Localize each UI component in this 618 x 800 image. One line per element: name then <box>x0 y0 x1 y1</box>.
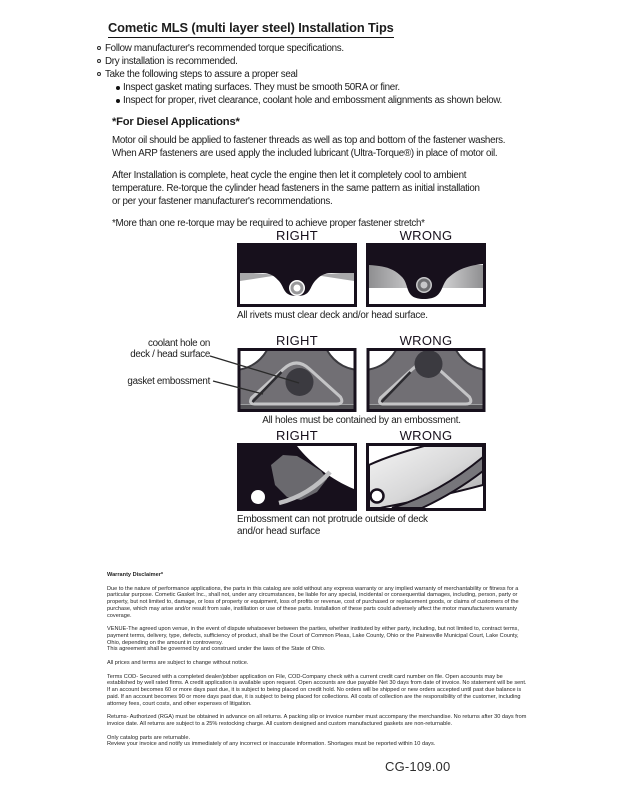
diesel-applications-section <box>112 116 505 239</box>
warranty-paragraph: VENUE-The agreed upon venue, in the event of dispute whatsoever between the parties, whether instituted by either party, including, but not limited to, contract terms, payment terms, delivery, type, defects, sufficiency of product, shall be the Court of Common Pleas, Lake County, Ohio or the Painesville Municipal Court, Lake County, Ohio, depending on the amount in controversy. <box>107 626 519 646</box>
list-item <box>97 69 502 82</box>
hollow-bullet-icon <box>97 72 101 76</box>
caption-line: and/or head surface <box>237 525 321 537</box>
figure-caption <box>237 514 486 537</box>
warranty-disclaimer <box>107 572 528 755</box>
paragraph-line: *More than one re-torque may be required to achieve proper fastener stretch* <box>112 218 425 229</box>
paragraph-line: Motor oil should be applied to fastener threads as well as top and bottom of the fastener washers. <box>112 135 506 146</box>
list-item <box>97 43 502 56</box>
warranty-paragraph: Returns- Authorized (RGA) must be obtained in advance on all returns. A packing slip or invoice number must accompany the merchandise. No returns after 30 days from invoice date. All returns are subject to a 25% restocking charge. All custom designed and custom manufactured gaskets are non-returnable. <box>107 714 527 727</box>
embossment-right-diagram <box>237 443 357 511</box>
figure-caption: All holes must be contained by an embossment. <box>262 415 461 426</box>
page-title: Cometic MLS (multi layer steel) Installation Tips <box>108 20 394 38</box>
right-label: RIGHT <box>276 428 318 443</box>
warranty-paragraph: Review your invoice and notify us immediately of any incorrect or inaccurate information. Shortages must be reported within 10 days. <box>107 741 436 748</box>
tip-text: Take the following steps to assure a proper seal <box>105 69 298 80</box>
caption-line: Embossment can not protrude outside of deck <box>237 514 428 525</box>
warranty-paragraph: This agreement shall be governed by and construed under the laws of the State of Ohio. <box>107 646 326 653</box>
paragraph-line: When ARP fasteners are used apply the included lubricant (Ultra-Torque®) in place of motor oil. <box>112 148 498 159</box>
warranty-paragraph: Due to the nature of performance applications, the parts in this catalog are sold without any express warranty or any implied warranty of merchantability or fitness for a particular purpose. Cometic Gasket Inc., shall not, under any circumstances, be liable for any special, incidental or consequential damages, including, person, party or property, but not limited to, damage, or loss of property or equipment, loss of profits or revenue, cost of purchased or replacement goods, or claims of customers of the purchase, which may arise and/or result from sale, instillation or use of these parts. Installation of these parts could adversely affect the motor manufacturers warranty coverage. <box>107 585 519 619</box>
list-item <box>97 56 502 69</box>
paragraph-line: or per your fastener manufacturer's recommendations. <box>112 196 333 207</box>
list-item <box>116 82 502 95</box>
filled-bullet-icon <box>116 86 120 90</box>
annotation-coolant-hole: coolant hole on <box>148 338 210 349</box>
paragraph-line: temperature. Re-torque the cylinder head fasteners in the same pattern as initial installation <box>112 183 480 194</box>
right-label: RIGHT <box>276 333 318 348</box>
embossment-wrong-diagram <box>366 443 486 511</box>
tip-text: Inspect for proper, rivet clearance, coolant hole and embossment alignments as shown below. <box>123 95 502 106</box>
paragraph <box>112 169 505 208</box>
filled-bullet-icon <box>116 99 120 103</box>
list-item <box>116 95 502 108</box>
annotation-gasket-embossment: gasket embossment <box>127 376 210 387</box>
hole-wrong-diagram <box>366 348 486 412</box>
figure-rivet-clearance <box>237 228 486 322</box>
figure-caption: All rivets must clear deck and/or head surface. <box>237 310 428 321</box>
warranty-heading: Warranty Disclaimer* <box>107 572 164 578</box>
wrong-label: WRONG <box>399 428 453 443</box>
warranty-paragraph: Terms COD- Secured with a completed dealer/jobber application on File, COD-Company check with a current credit card number on file. Open accounts may be established by well rated firms. A credit application is available upon request. Open accounts are due payable Net 30 days from date of invoice. No statement will be sent. If an account becomes 60 or more days past due, it is subject to being placed on credit hold. No orders will be shipped or new orders accepted until past due balance is paid. If an account becomes 90 or more days past due, it is subject to being placed for collections. All costs of collection are the responsibility of the customer, including attorney fees, court costs, and other expenses of litigation. <box>107 673 527 707</box>
rivet-wrong-diagram <box>366 243 486 307</box>
tip-text: Inspect gasket mating surfaces. They must be smooth 50RA or finer. <box>123 82 400 93</box>
figure-annotations <box>96 338 210 387</box>
annotation-coolant-hole: deck / head surface <box>130 349 210 360</box>
hollow-bullet-icon <box>97 46 101 50</box>
rivet-right-diagram <box>237 243 357 307</box>
hollow-bullet-icon <box>97 59 101 63</box>
figure-embossment-protrusion <box>237 428 486 537</box>
hole-right-diagram <box>237 348 357 412</box>
wrong-label: WRONG <box>399 228 453 243</box>
section-heading: *For Diesel Applications* <box>112 116 240 128</box>
warranty-paragraph: All prices and terms are subject to change without notice. <box>107 660 249 667</box>
paragraph <box>112 134 505 160</box>
figure-hole-containment <box>237 333 486 427</box>
tip-text: Dry installation is recommended. <box>105 56 238 67</box>
wrong-label: WRONG <box>399 333 453 348</box>
page-code: CG-109.00 <box>385 759 451 774</box>
tip-text: Follow manufacturer's recommended torque specifications. <box>105 43 344 54</box>
right-label: RIGHT <box>276 228 318 243</box>
warranty-paragraph: Only catalog parts are returnable. <box>107 734 191 741</box>
installation-tips-list <box>97 43 502 108</box>
paragraph-line: After Installation is complete, heat cycle the engine then let it completely cool to ambient <box>112 170 467 181</box>
